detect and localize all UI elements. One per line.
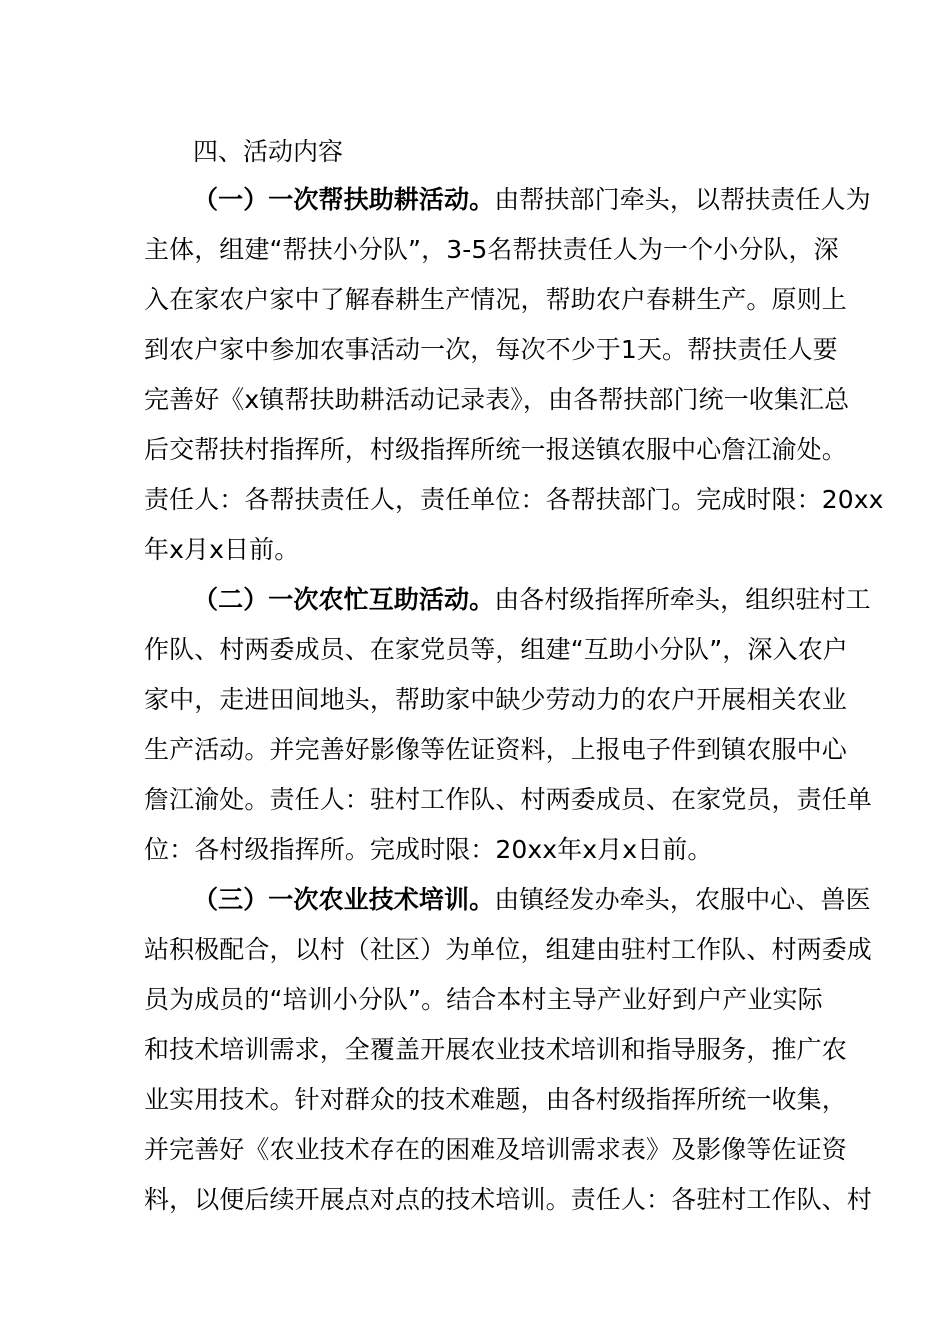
paragraph-1-first-line — [193, 183, 871, 217]
paragraph-1-line-6: 后交帮扶村指挥所，村级指挥所统一报送镇农服中心詹江渝处。 — [144, 435, 847, 464]
paragraph-3-line-2: 站积极配合，以村（社区）为单位，组建由驻村工作队、村两委成 — [144, 935, 872, 964]
section-title: 四、活动内容 — [193, 137, 344, 166]
paragraph-2-line-4: 生产活动。并完善好影像等佐证资料，上报电子件到镇农服中心 — [144, 735, 847, 764]
paragraph-2-line-1: 由各村级指挥所牵头，组织驻村工 — [494, 585, 871, 614]
paragraph-3-line-6: 并完善好《农业技术存在的困难及培训需求表》及影像等佐证资 — [144, 1135, 847, 1164]
paragraph-3-heading: （三）一次农业技术培训。 — [193, 885, 495, 914]
paragraph-2-line-3: 家中，走进田间地头，帮助家中缺少劳动力的农户开展相关农业 — [144, 685, 847, 714]
paragraph-1-line-5: 完善好《x镇帮扶助耕活动记录表》，由各帮扶部门统一收集汇总 — [144, 385, 850, 414]
paragraph-1-line-3: 入在家农户家中了解春耕生产情况，帮助农户春耕生产。原则上 — [144, 285, 847, 314]
paragraph-1-line-1: 由帮扶部门牵头，以帮扶责任人为 — [494, 185, 871, 214]
paragraph-3-line-4: 和技术培训需求，全覆盖开展农业技术培训和指导服务，推广农 — [144, 1035, 847, 1064]
paragraph-1-line-7: 责任人：各帮扶责任人，责任单位：各帮扶部门。完成时限：20xx — [144, 485, 884, 514]
paragraph-3-line-7: 料，以便后续开展点对点的技术培训。责任人：各驻村工作队、村 — [144, 1185, 872, 1214]
paragraph-2-heading: （二）一次农忙互助活动。 — [193, 585, 495, 614]
paragraph-2-line-2: 作队、村两委成员、在家党员等，组建“互助小分队”，深入农户 — [144, 635, 848, 664]
paragraph-2-line-6: 位：各村级指挥所。完成时限：20xx年x月x日前。 — [144, 835, 713, 864]
paragraph-3-line-3: 员为成员的“培训小分队”。结合本村主导产业好到户产业实际 — [144, 985, 823, 1014]
paragraph-2-first-line — [193, 583, 871, 617]
paragraph-3-first-line — [193, 883, 871, 917]
paragraph-1-line-4: 到农户家中参加农事活动一次，每次不少于1天。帮扶责任人要 — [144, 335, 838, 364]
paragraph-2-line-5: 詹江渝处。责任人：驻村工作队、村两委成员、在家党员，责任单 — [144, 785, 872, 814]
paragraph-1-heading: （一）一次帮扶助耕活动。 — [193, 185, 495, 214]
paragraph-1-line-8: 年x月x日前。 — [144, 535, 300, 564]
paragraph-1-line-2: 主体，组建“帮扶小分队”，3-5名帮扶责任人为一个小分队，深 — [144, 235, 839, 264]
paragraph-3-line-5: 业实用技术。针对群众的技术难题，由各村级指挥所统一收集， — [144, 1085, 847, 1114]
paragraph-3-line-1: 由镇经发办牵头，农服中心、兽医 — [494, 885, 871, 914]
